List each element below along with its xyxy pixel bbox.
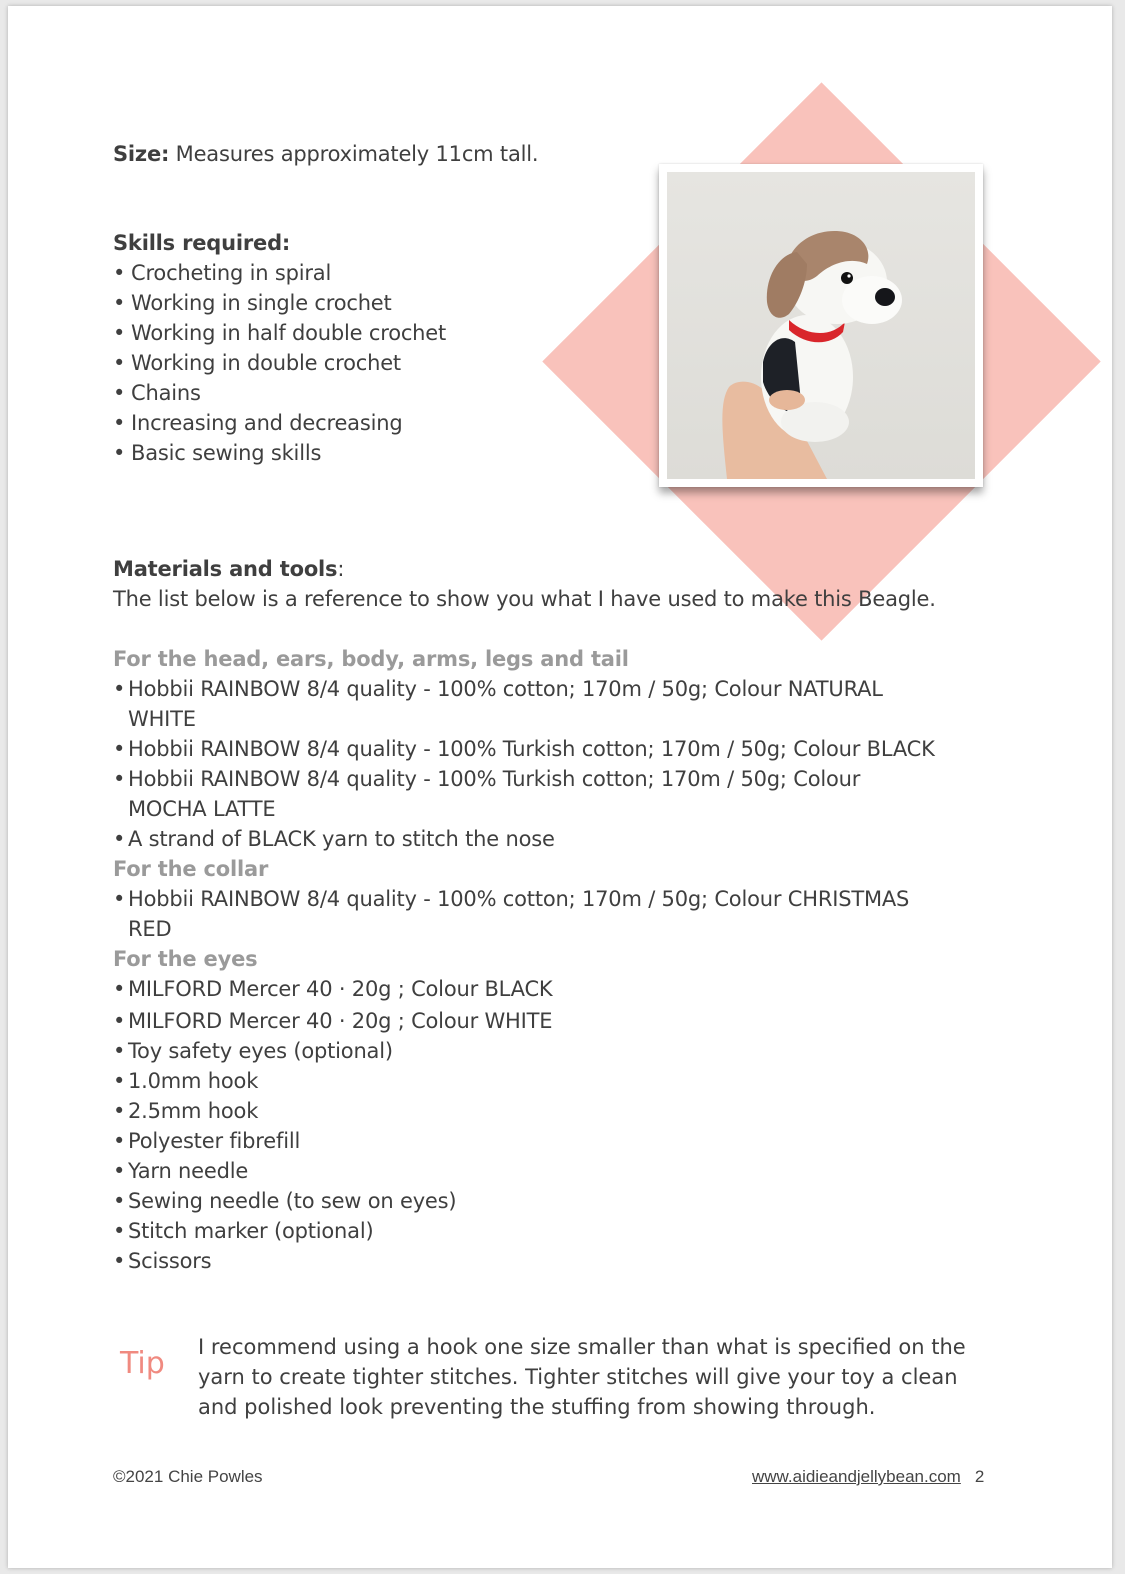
skills-heading: Skills required: — [113, 231, 291, 255]
size-label: Size: — [113, 142, 170, 166]
list-item: • Hobbii RAINBOW 8/4 quality - 100% cotton; 170m / 50g; Colour CHRISTMAS RED — [113, 884, 913, 944]
materials-group-heading: For the eyes — [113, 947, 258, 971]
list-item: • MILFORD Mercer 40 · 20g ; Colour WHITE — [113, 1006, 943, 1036]
list-item: • Scissors — [113, 1246, 943, 1276]
list-item: • Sewing needle (to sew on eyes) — [113, 1186, 943, 1216]
list-item: • Hobbii RAINBOW 8/4 quality - 100% Turkish cotton; 170m / 50g; Colour BLACK — [113, 734, 943, 764]
list-item: • A strand of BLACK yarn to stitch the nose — [113, 824, 943, 854]
list-item: • Basic sewing skills — [113, 438, 633, 468]
size-line — [113, 139, 633, 169]
beagle-photo-frame — [659, 164, 983, 487]
footer-copyright: ©2021 Chie Powles — [113, 1467, 263, 1486]
materials-group-heading: For the head, ears, body, arms, legs and tail — [113, 647, 629, 671]
list-item: • Working in half double crochet — [113, 318, 633, 348]
tip-label: Tip — [120, 1346, 165, 1381]
list-item: • Polyester fibrefill — [113, 1126, 943, 1156]
materials-section — [113, 554, 993, 1276]
list-item: • Increasing and decreasing — [113, 408, 633, 438]
footer-right — [752, 1467, 984, 1487]
list-item: • Crocheting in spiral — [113, 258, 633, 288]
materials-list — [113, 884, 913, 944]
list-item: • Stitch marker (optional) — [113, 1216, 943, 1246]
website-link[interactable]: www.aidieandjellybean.com — [752, 1467, 961, 1486]
list-item: • MILFORD Mercer 40 · 20g ; Colour BLACK — [113, 974, 943, 1004]
list-item: • 1.0mm hook — [113, 1066, 943, 1096]
list-item: • Yarn needle — [113, 1156, 943, 1186]
list-item: • Hobbii RAINBOW 8/4 quality - 100% cotton; 170m / 50g; Colour NATURAL WHITE — [113, 674, 943, 734]
page-number: 2 — [974, 1467, 985, 1486]
list-item: • Working in double crochet — [113, 348, 633, 378]
list-item: • Toy safety eyes (optional) — [113, 1036, 943, 1066]
size-text: Measures approximately 11cm tall. — [169, 142, 539, 166]
materials-list — [113, 974, 943, 1276]
materials-list — [113, 674, 943, 854]
list-item: • 2.5mm hook — [113, 1096, 943, 1126]
materials-group-heading: For the collar — [113, 857, 269, 881]
list-item: • Hobbii RAINBOW 8/4 quality - 100% Turkish cotton; 170m / 50g; Colour MOCHA LATTE — [113, 764, 943, 824]
materials-colon: : — [337, 557, 345, 581]
document-page — [8, 6, 1112, 1568]
tip-text: I recommend using a hook one size smaller than what is specified on the yarn to create tighter stitches. Tighter stitches will give your toy a clean and polished look preventing the stuffing from showing through. — [198, 1335, 966, 1419]
materials-heading: Materials and tools — [113, 557, 338, 581]
beagle-photo — [667, 172, 975, 479]
list-item: • Working in single crochet — [113, 288, 633, 318]
list-item: • Chains — [113, 378, 633, 408]
skills-section — [113, 228, 633, 468]
crochet-beagle-illustration — [667, 172, 975, 479]
materials-intro: The list below is a reference to show you what I have used to make this Beagle. — [113, 587, 936, 611]
